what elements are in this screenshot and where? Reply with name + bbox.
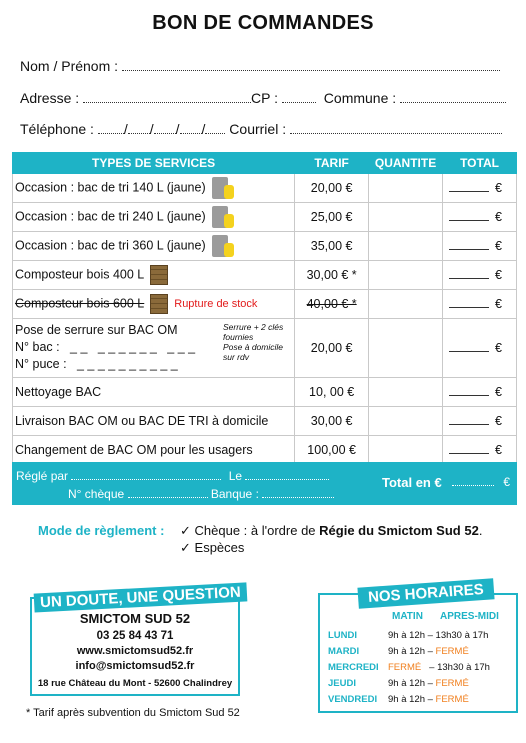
name-label: Nom / Prénom : bbox=[20, 58, 119, 74]
total-label: Total en € bbox=[382, 475, 442, 490]
phone-sep: / bbox=[201, 121, 206, 137]
payment-mode-label: Mode de règlement : bbox=[38, 523, 165, 538]
contact-org: SMICTOM SUD 52 bbox=[79, 611, 191, 626]
option1-text: Chèque : à l'ordre de bbox=[194, 523, 320, 538]
footnote: * Tarif après subvention du Smictom Sud 52 bbox=[26, 707, 240, 719]
cheque-input[interactable] bbox=[128, 487, 208, 498]
am-hours: 9h à 12h bbox=[388, 630, 425, 641]
hours-row: MARDI 9h à 12h – FERMÉ bbox=[328, 646, 469, 657]
total-cell[interactable]: € bbox=[443, 407, 517, 436]
price-cell: 30,00 € * bbox=[295, 261, 369, 290]
contact-website[interactable]: www.smictomsud52.fr bbox=[76, 645, 194, 657]
bin-icon bbox=[212, 235, 228, 257]
phone-sep: / bbox=[175, 121, 180, 137]
bank-label: Banque : bbox=[210, 487, 259, 501]
hours-heading: NOS HORAIRES bbox=[357, 578, 494, 608]
table-row bbox=[13, 407, 517, 436]
grand-total-unit: € bbox=[503, 475, 511, 489]
header-price: TARIF bbox=[295, 153, 369, 174]
email-label: Courriel : bbox=[229, 121, 287, 137]
name-field-row bbox=[20, 58, 500, 74]
address-field-row bbox=[20, 90, 506, 106]
composter-icon bbox=[150, 294, 168, 314]
service-label: Livraison BAC OM ou BAC DE TRI à domicile bbox=[15, 414, 269, 428]
contact-heading: UN DOUTE, UNE QUESTION bbox=[34, 582, 248, 612]
bin-icon bbox=[212, 206, 228, 228]
hours-col-morning: MATIN bbox=[392, 611, 423, 622]
page-title: BON DE COMMANDES bbox=[152, 12, 374, 34]
check-icon: ✓ bbox=[180, 540, 191, 555]
hours-table bbox=[328, 630, 514, 710]
cp-label: CP : bbox=[251, 90, 279, 106]
phone-input-2[interactable] bbox=[128, 123, 150, 134]
service-label: Nettoyage BAC bbox=[15, 385, 102, 399]
quantity-cell[interactable] bbox=[369, 290, 443, 319]
total-cell[interactable]: € bbox=[443, 203, 517, 232]
table-row bbox=[13, 232, 517, 261]
email-input-line[interactable] bbox=[290, 123, 502, 134]
pm-hours: FERMÉ bbox=[435, 646, 469, 657]
quantity-cell[interactable] bbox=[369, 203, 443, 232]
address-input-line[interactable] bbox=[83, 92, 251, 103]
paid-by-input[interactable] bbox=[71, 469, 221, 480]
payment-option-cheque[interactable] bbox=[180, 523, 482, 539]
total-cell[interactable]: € bbox=[443, 174, 517, 203]
table-row bbox=[13, 203, 517, 232]
day-label: JEUDI bbox=[328, 678, 356, 689]
contact-address: 18 rue Château du Mont - 52600 Chalindrey bbox=[37, 678, 233, 689]
services-table bbox=[12, 152, 517, 465]
quantity-cell[interactable] bbox=[369, 232, 443, 261]
phone-sep: / bbox=[149, 121, 154, 137]
commune-label: Commune : bbox=[323, 90, 397, 106]
header-total: TOTAL bbox=[443, 153, 517, 174]
price-cell: 20,00 € bbox=[295, 174, 369, 203]
quantity-cell[interactable] bbox=[369, 261, 443, 290]
table-row bbox=[13, 290, 517, 319]
hours-row: VENDREDI 9h à 12h – FERMÉ bbox=[328, 694, 469, 705]
quantity-cell[interactable] bbox=[369, 319, 443, 378]
contact-phone[interactable]: 03 25 84 43 71 bbox=[96, 630, 174, 642]
price-cell: 10, 00 € bbox=[295, 378, 369, 407]
quantity-cell[interactable] bbox=[369, 378, 443, 407]
phone-field-row bbox=[20, 121, 502, 137]
paid-by-label: Réglé par bbox=[16, 469, 69, 483]
bank-input[interactable] bbox=[262, 487, 334, 498]
table-header-row bbox=[13, 153, 517, 174]
pm-hours: FERMÉ bbox=[435, 694, 469, 705]
check-icon: ✓ bbox=[180, 523, 191, 538]
am-hours: FERMÉ bbox=[388, 662, 422, 673]
total-cell[interactable]: € bbox=[443, 290, 517, 319]
phone-input-3[interactable] bbox=[154, 123, 176, 134]
cp-input-line[interactable] bbox=[282, 92, 316, 103]
quantity-cell[interactable] bbox=[369, 436, 443, 465]
hours-row: LUNDI 9h à 12h – 13h30 à 17h bbox=[328, 630, 489, 641]
payment-option-cash[interactable] bbox=[180, 540, 244, 556]
name-input-line[interactable] bbox=[122, 60, 500, 71]
service-label: Occasion : bac de tri 140 L (jaune) bbox=[15, 180, 206, 195]
price-cell: 40,00 € * bbox=[295, 290, 369, 319]
date-input[interactable] bbox=[245, 469, 329, 480]
table-row bbox=[13, 436, 517, 465]
table-row bbox=[13, 174, 517, 203]
option1-suffix: . bbox=[478, 523, 483, 538]
cheque-label: N° chèque bbox=[68, 487, 125, 501]
total-cell[interactable]: € bbox=[443, 436, 517, 465]
quantity-cell[interactable] bbox=[369, 174, 443, 203]
header-services: TYPES DE SERVICES bbox=[13, 153, 295, 174]
commune-input-line[interactable] bbox=[400, 92, 506, 103]
header-quantity: QUANTITE bbox=[369, 153, 443, 174]
grand-total-field[interactable] bbox=[452, 475, 510, 489]
day-label: VENDREDI bbox=[328, 694, 378, 705]
payment-band bbox=[12, 462, 517, 505]
total-cell[interactable]: € bbox=[443, 261, 517, 290]
phone-input-4[interactable] bbox=[180, 123, 202, 134]
option1-bold: Régie du Smictom Sud 52 bbox=[319, 523, 479, 538]
service-label: Composteur bois 400 L bbox=[15, 267, 145, 282]
table-row bbox=[13, 319, 517, 378]
phone-sep: / bbox=[123, 121, 128, 137]
hours-col-afternoon: APRES-MIDI bbox=[440, 611, 499, 622]
pm-hours: FERMÉ bbox=[435, 678, 469, 689]
chip-number-field[interactable]: N° puce : _ _ _ _ _ _ _ _ _ _ bbox=[15, 357, 178, 371]
option2-text: Espèces bbox=[194, 540, 245, 555]
am-hours: 9h à 12h bbox=[388, 646, 425, 657]
quantity-cell[interactable] bbox=[369, 407, 443, 436]
total-cell[interactable]: € bbox=[443, 319, 517, 378]
table-row bbox=[13, 261, 517, 290]
service-label: Changement de BAC OM pour les usagers bbox=[15, 443, 253, 457]
pm-hours: 13h30 à 17h bbox=[435, 630, 489, 641]
lock-note: Serrure + 2 clés fournies Pose à domicile sur rdv bbox=[223, 322, 284, 362]
service-label: Occasion : bac de tri 360 L (jaune) bbox=[15, 238, 206, 253]
total-cell[interactable]: € bbox=[443, 232, 517, 261]
hours-row: JEUDI 9h à 12h – FERMÉ bbox=[328, 678, 469, 689]
bin-icon bbox=[212, 177, 228, 199]
total-cell[interactable]: € bbox=[443, 378, 517, 407]
table-row bbox=[13, 378, 517, 407]
service-label: Pose de serrure sur BAC OM bbox=[15, 323, 178, 337]
hours-row: MERCREDI FERMÉ – 13h30 à 17h bbox=[328, 662, 490, 673]
bac-number-field[interactable]: N° bac : _ _ _ _ _ _ _ _ _ _ _ bbox=[15, 340, 196, 354]
day-label: MERCREDI bbox=[328, 662, 379, 673]
phone-input-1[interactable] bbox=[98, 123, 124, 134]
phone-input-5[interactable] bbox=[205, 123, 225, 134]
day-label: MARDI bbox=[328, 646, 360, 657]
price-cell: 35,00 € bbox=[295, 232, 369, 261]
phone-label: Téléphone : bbox=[20, 121, 94, 137]
address-label: Adresse : bbox=[20, 90, 80, 106]
am-hours: 9h à 12h bbox=[388, 678, 425, 689]
contact-email[interactable]: info@smictomsud52.fr bbox=[75, 660, 195, 672]
price-cell: 30,00 € bbox=[295, 407, 369, 436]
price-cell: 20,00 € bbox=[295, 319, 369, 378]
price-cell: 25,00 € bbox=[295, 203, 369, 232]
day-label: LUNDI bbox=[328, 630, 358, 641]
pm-hours: 13h30 à 17h bbox=[437, 662, 490, 673]
out-of-stock-note: Rupture de stock bbox=[174, 298, 258, 311]
service-label: Composteur bois 600 L bbox=[15, 296, 145, 311]
date-label: Le bbox=[228, 469, 243, 483]
price-cell: 100,00 € bbox=[295, 436, 369, 465]
am-hours: 9h à 12h bbox=[388, 694, 425, 705]
service-label: Occasion : bac de tri 240 L (jaune) bbox=[15, 209, 206, 224]
composter-icon bbox=[150, 265, 168, 285]
